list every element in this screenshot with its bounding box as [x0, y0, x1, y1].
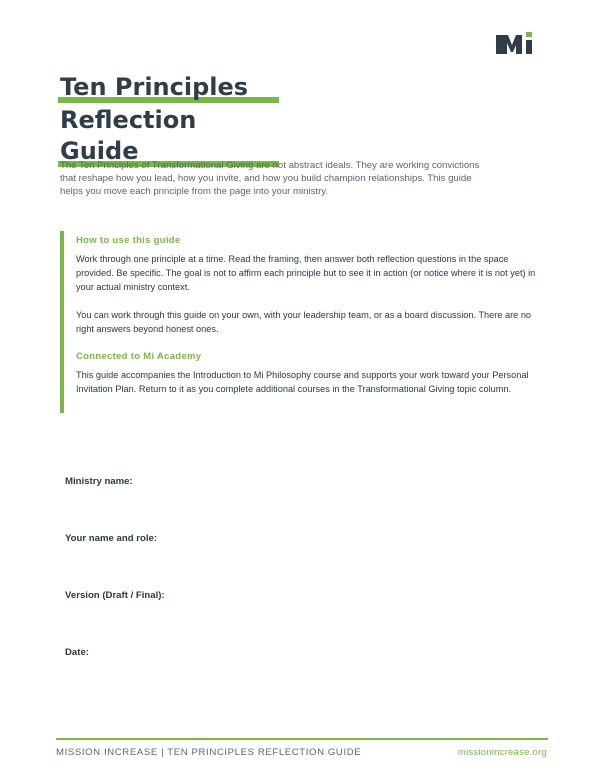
field-date[interactable]: Date:: [65, 647, 89, 658]
page-title: [60, 72, 277, 165]
field-version[interactable]: Version (Draft / Final):: [65, 590, 165, 601]
title-text-2: Reflection Guide: [60, 106, 197, 165]
callout-heading-academy: Connected to Mi Academy: [76, 351, 202, 362]
title-line-1: [60, 72, 277, 103]
title-text-1: Ten Principles: [60, 73, 249, 101]
callout-heading-how-to-use: How to use this guide: [76, 235, 181, 246]
intro-paragraph: The Ten Principles of Transformational Giving are not abstract ideals. They are working convictions that reshape how you lead, how you invite, and how you build champion relationships. This guide helps you move each principle from the page into your ministry.: [60, 160, 480, 198]
mission-increase-logo: [496, 32, 536, 54]
callout-paragraph-2: You can work through this guide on your own, with your leadership team, or as a board discussion. There are no right answers beyond honest ones.: [76, 310, 532, 334]
callout-paragraph-1: Work through one principle at a time. Read the framing, then answer both reflection questions in the space provided. Be specific. The goal is not to affirm each principle but to see it in action (or notice where it is not yet) in your actual ministry context.: [76, 254, 536, 292]
form-fields: [65, 476, 165, 704]
field-ministry-name[interactable]: Ministry name:: [65, 476, 133, 487]
footer-divider: [56, 738, 548, 740]
footer-website-link[interactable]: missionincrease.org: [457, 747, 547, 758]
title-line-2: [60, 105, 277, 167]
footer-title: MISSION INCREASE | TEN PRINCIPLES REFLECTION GUIDE: [56, 747, 362, 758]
field-name-and-role[interactable]: Your name and role:: [65, 533, 158, 544]
instructions-callout: [60, 231, 536, 413]
callout-paragraph-3: This guide accompanies the Introduction to Mi Philosophy course and supports your work toward your Personal Invitation Plan. Return to it as you complete additional courses in the Transformational Giving topic column.: [76, 370, 529, 394]
